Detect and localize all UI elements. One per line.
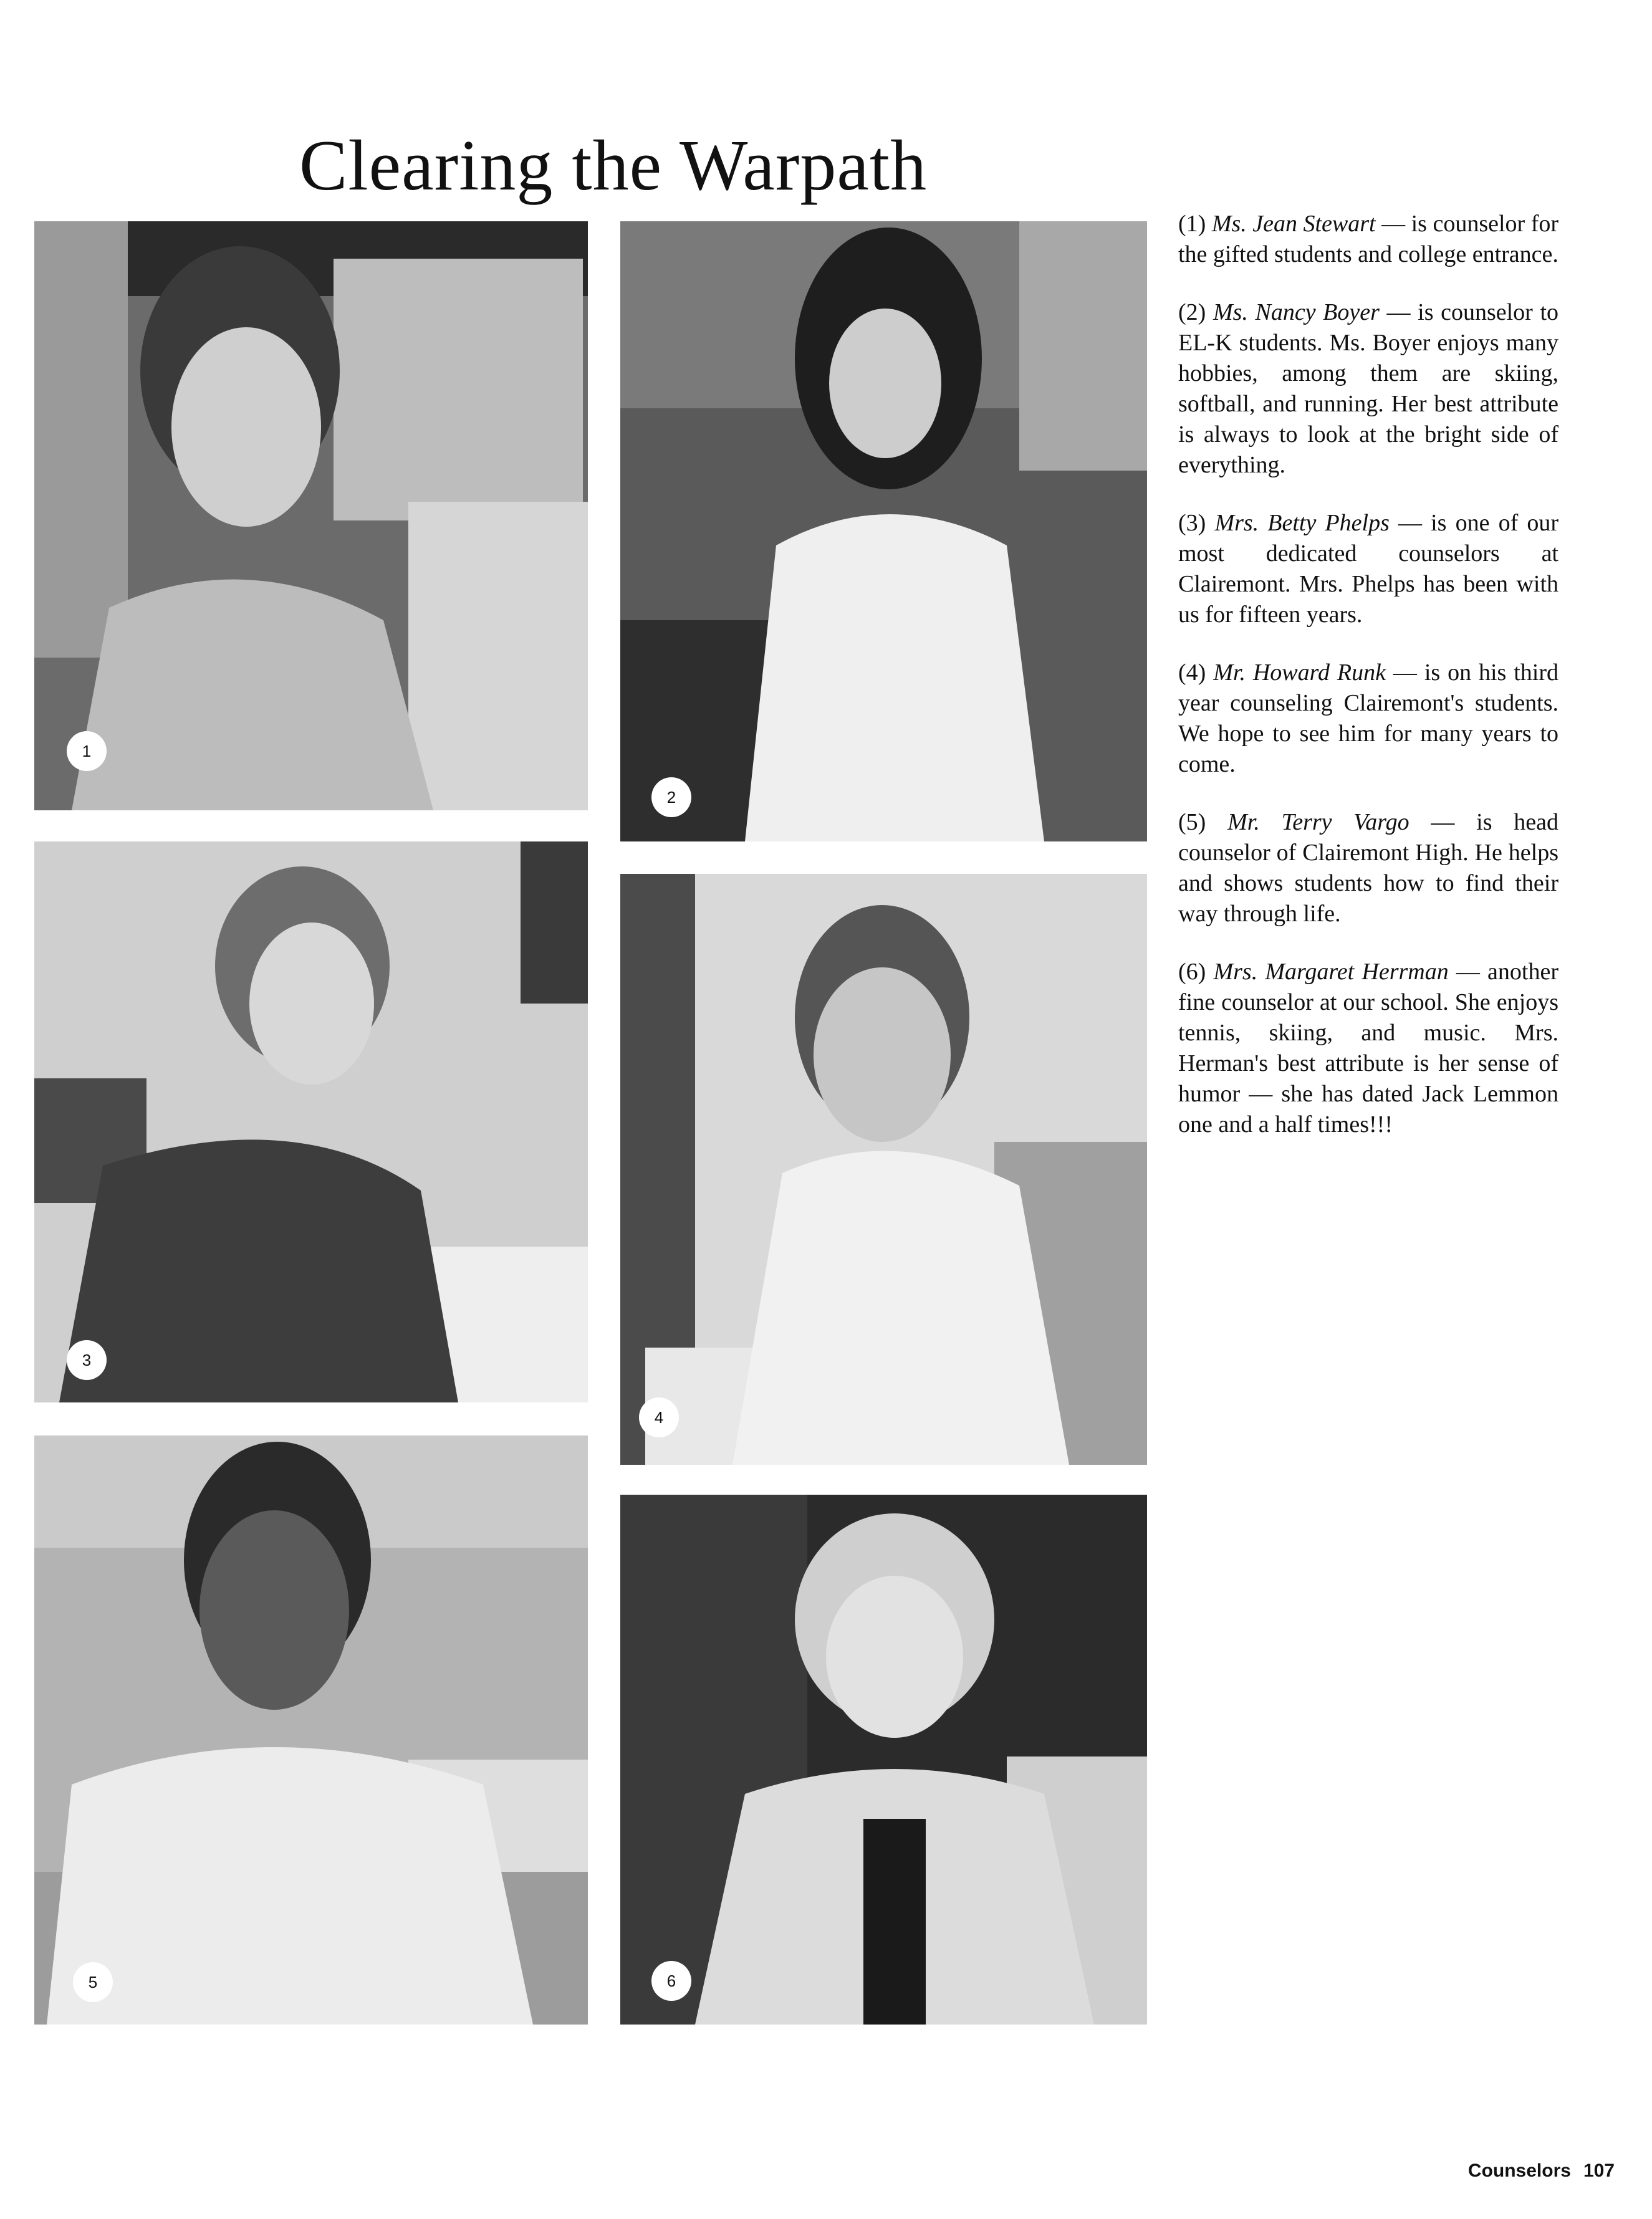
photo-4 [620, 874, 1147, 1465]
caption-name: Ms. Nancy Boyer [1213, 299, 1380, 325]
caption-text: — is one of our most dedicated counselors at Clairemont. Mrs. Phelps has been with us for fifteen years. [1178, 510, 1558, 628]
page-footer [1468, 2160, 1615, 2182]
photo-2 [620, 221, 1147, 841]
caption-column [1178, 209, 1558, 1167]
caption-text: — another fine counselor at our school. She enjoys tennis, skiing, and music. Mrs. Herman's best attribute is her sense of humor — she has dated Jack Lemmon one and a half times!!! [1178, 959, 1558, 1138]
photo-number-badge: 4 [639, 1397, 679, 1437]
photo-number-badge: 5 [73, 1962, 113, 2002]
photo-3 [34, 841, 588, 1402]
caption-text: — is counselor to EL-K students. Ms. Boyer enjoys many hobbies, among them are skiing, softball, and running. Her best attribute is always to look at the bright side of everything. [1178, 299, 1559, 478]
caption-number: (6) [1178, 959, 1206, 985]
caption-number: (4) [1178, 659, 1206, 686]
photo-1 [34, 221, 588, 810]
caption-name: Ms. Jean Stewart [1211, 211, 1376, 237]
caption-number: (2) [1178, 299, 1206, 325]
caption-name: Mrs. Margaret Herrman [1213, 959, 1449, 985]
photo-5 [34, 1435, 588, 2025]
caption-1 [1178, 209, 1558, 270]
caption-2 [1178, 297, 1558, 481]
caption-name: Mr. Terry Vargo [1227, 809, 1409, 835]
section-label: Counselors [1467, 2160, 1571, 2181]
photo-number-badge: 2 [651, 777, 691, 817]
caption-6 [1178, 957, 1558, 1140]
photo-number-badge: 6 [651, 1961, 691, 2001]
caption-text: — is counselor for the gifted students and college entrance. [1178, 211, 1558, 267]
photo-number-badge: 1 [67, 731, 107, 771]
caption-number: (3) [1178, 510, 1206, 536]
page-number: 107 [1583, 2160, 1615, 2181]
caption-3 [1178, 508, 1558, 630]
photo-6 [620, 1495, 1147, 2025]
caption-text: — is head counselor of Clairemont High. He helps and shows students how to find their way through life. [1178, 809, 1559, 927]
caption-4 [1178, 658, 1558, 780]
caption-text: — is on his third year counseling Clairemont's students. We hope to see him for many years to come. [1178, 659, 1558, 777]
caption-5 [1178, 807, 1558, 929]
page-title: Clearing the Warpath [299, 126, 928, 206]
photo-number-badge: 3 [67, 1340, 107, 1380]
caption-number: (5) [1178, 809, 1206, 835]
caption-number: (1) [1178, 211, 1206, 237]
caption-name: Mr. Howard Runk [1213, 659, 1386, 686]
caption-name: Mrs. Betty Phelps [1214, 510, 1390, 536]
